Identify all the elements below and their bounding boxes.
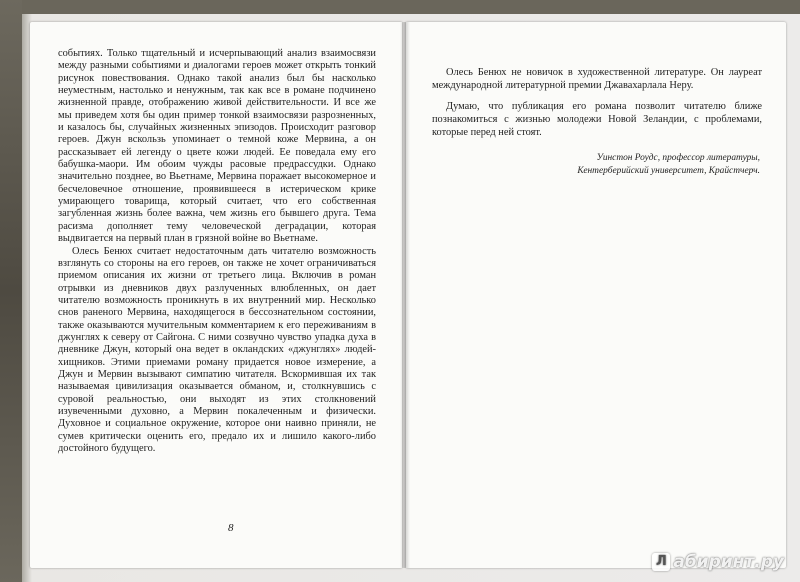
labirint-watermark	[652, 552, 784, 572]
left-paragraph-1: событиях. Только тщательный и исчерпывающий анализ взаимосвязи между разными событиями и диалогами героев может открыть тонкий рисунок повествования. Однако такой анализ был бы насколько неуместным, настолько и ненужным, так как все в романе подчинено жизненной правде, отображению живой действительности. И все же мы приведем хотя бы один пример тонкой взаимосвязи разрозненных, и казалось бы, случайных жизненных эпизодов. Происходит разговор героев. Джун вскользь упоминает о темной коже Мервина, а он рассказывает ей легенду о цвете кожи людей. Ее поведала ему его бабушка-маори. Им обоим чужды расовые предрассудки. Однако значительно позднее, во Вьетнаме, Мервина поражает высокомерное и бесчеловечное отношение, проявившееся в истерическом крике умирающего товарища, который считает, что его собственная загубленная жизнь более важна, чем жизнь его бывшего друга. Тема расизма дополняет тему человеческой деградации, которая выдвигается на первый план в грязной войне во Вьетнаме.	[58, 48, 376, 245]
cover-edge-top	[0, 0, 800, 14]
author-signature	[520, 152, 760, 178]
signature-line-1: Уинстон Роудс, профессор литературы,	[596, 153, 760, 163]
right-paragraph-2: Думаю, что публикация его романа позволит читателю ближе познакомиться с жизнью молодежи Новой Зеландии, с проблемами, которые перед ней стоят.	[432, 101, 762, 138]
labirint-logo-icon: Л	[652, 553, 670, 571]
page-number: 8	[228, 522, 234, 534]
cover-edge-left	[0, 0, 22, 582]
right-paragraph-1: Олесь Бенюх не новичок в художественной литературе. Он лауреат международной литературной премии Джавахарлала Неру.	[432, 67, 762, 91]
left-paragraph-2: Олесь Бенюх считает недостаточным дать читателю возможность взглянуть со стороны на его героев, он также не хочет ограничиваться приемом описания их жизни от третьего лица. Включив в роман отрывки из дневников двух разлученных влюбленных, он дает читателю возможность проникнуть в их внутренний мир. Несколько снов раненого Мервина, находящегося в бессознательном состоянии, также оказываются мучительным комментарием к его переживаниям в джунглях к северу от Сайгона. С ними созвучно чувство упадка духа в дневнике Джун, который она ведет в окландских «джунглях» людей-хищников. Этими приемами роману придается новое измерение, а Джун и Мервин вызывают симпатию читателя. Вскормившая их так называемая цивилизация оказывается обманом, и, столкнувшись с суровой реальностью, они выходят из этих столкновений изувеченными духовно, а Мервин покалеченным и физически. Духовное и социальное окружение, которое они наивно приняли, не сумев критически оценить его, предало их и лишило какого-либо достойного будущего.	[58, 245, 376, 454]
watermark-text: абиринт.ру	[673, 552, 784, 572]
right-page-text	[432, 66, 762, 139]
left-page-text	[58, 48, 376, 455]
signature-line-2: Кентерберийский университет, Крайстчерч.	[577, 166, 760, 176]
book-gutter	[400, 22, 410, 568]
